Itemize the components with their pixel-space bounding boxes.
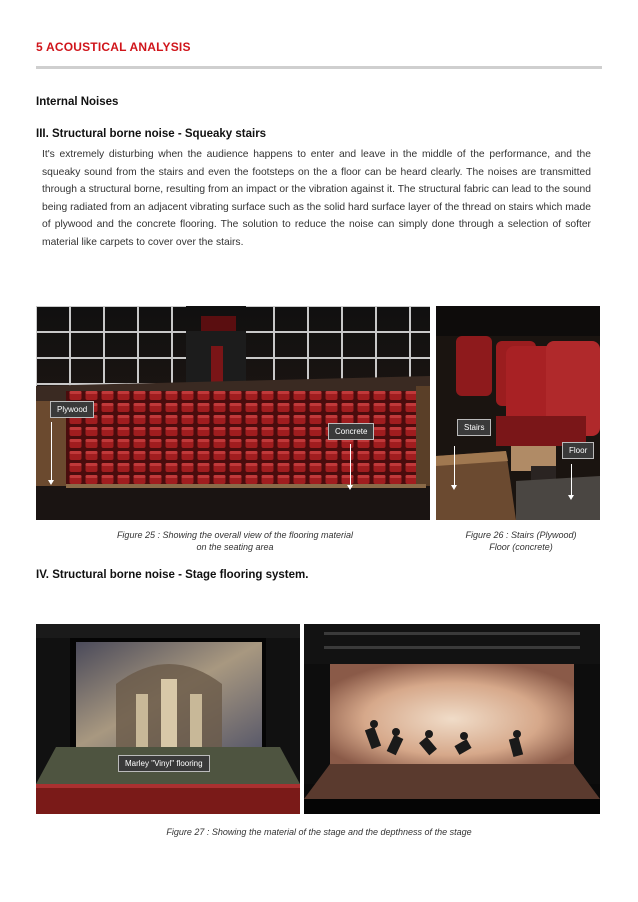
subsection-heading: Internal Noises bbox=[36, 96, 119, 108]
figure-27-photo-left bbox=[36, 624, 300, 814]
figure-27-caption: Figure 27 : Showing the material of the stage and the depthness of the stage bbox=[166, 827, 472, 837]
figure-25-caption-line1: Figure 25 : Showing the overall view of the flooring material bbox=[116, 530, 354, 540]
arrow-stairs bbox=[454, 446, 455, 486]
figure-25-caption bbox=[100, 529, 370, 553]
figure-26-caption-line2: Floor (concrete) bbox=[489, 542, 553, 552]
label-plywood: Plywood bbox=[50, 401, 94, 418]
figure-26-caption-line1: Figure 26 : Stairs (Plywood) bbox=[465, 530, 577, 540]
arrow-stairs-head bbox=[451, 485, 457, 490]
arrow-plywood-head bbox=[48, 480, 54, 485]
sub3-heading: III. Structural borne noise - Squeaky stairs bbox=[36, 128, 267, 140]
sub3-paragraph: It's extremely disturbing when the audience happens to enter and leave in the middle of the performance, and the squeaky sound from the stairs and even the footsteps on the a floor can be heard clearly. The noises are transmitted through a structural borne, resulting from an impact or the vibration against it. The structural fabric can lead to the sound being radiated from an adjacent vibrating surface such as the solid hard surface layer of the thread on stairs which made of plywood and the concrete flooring. The solution to reduce the noise can simply done through a selection of softer material like carpets to cover over the stairs. bbox=[42, 149, 591, 248]
figure-26-photo bbox=[436, 306, 600, 520]
label-floor: Floor bbox=[562, 442, 594, 459]
sub4-heading: IV. Structural borne noise - Stage flooring system. bbox=[36, 569, 309, 581]
arrow-plywood bbox=[51, 422, 52, 482]
label-marley-flooring: Marley "Vinyl" flooring bbox=[118, 755, 210, 772]
figure-25-photo bbox=[36, 306, 430, 520]
figure-26-caption bbox=[446, 529, 596, 553]
section-title: 5 ACOUSTICAL ANALYSIS bbox=[36, 40, 191, 54]
arrow-concrete-head bbox=[347, 485, 353, 490]
figure-27-photo-right bbox=[304, 624, 600, 814]
arrow-floor bbox=[571, 464, 572, 496]
arrow-floor-head bbox=[568, 495, 574, 500]
label-stairs: Stairs bbox=[457, 419, 491, 436]
header-divider bbox=[36, 66, 602, 69]
arrow-concrete bbox=[350, 444, 351, 486]
figure-25-caption-line2: on the seating area bbox=[196, 542, 274, 552]
label-concrete: Concrete bbox=[328, 423, 374, 440]
